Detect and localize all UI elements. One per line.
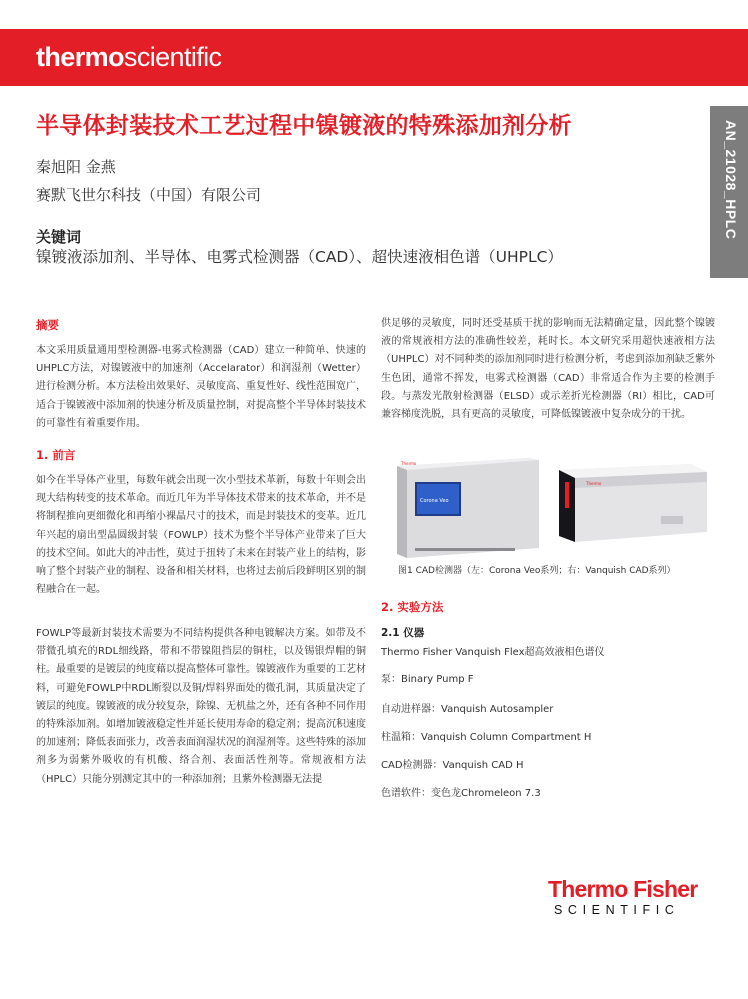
- svg-text:Thermo: Thermo: [586, 481, 602, 486]
- instrument-item: 色谱软件：变色龙Chromeleon 7.3: [381, 788, 541, 799]
- methods-heading: 2. 实验方法: [381, 600, 444, 614]
- abstract-heading: 摘要: [36, 318, 59, 332]
- svg-text:Corona Veo: Corona Veo: [420, 498, 449, 504]
- authors: 秦旭阳 金燕: [36, 158, 116, 176]
- abstract-paragraph: 本文采用质量通用型检测器-电雾式检测器（CAD）建立一种简单、快速的UHPLC方法，对镍镀液中的加速剂（Accelarator）和润湿剂（Wetter）进行检测分析。本方法检出效果好、灵敏度高、重复性好、线性范围宽广，适合于镍镀液中添加剂的快速分析及质量控制，对提高整个半导体封装技术的可靠性有着重要作用。: [36, 345, 366, 429]
- instruments-subheading: 2.1 仪器: [381, 627, 425, 639]
- intro-paragraph-3: 供足够的灵敏度，同时还受基质干扰的影响而无法精确定量，因此整个镍镀液的常规液相方法的准确性较差，耗时长。本文研究采用超快速液相方法（UHPLC）对不同种类的添加剂同时进行检测分析，考虑到添加剂缺乏紫外生色团，通常不挥发，电雾式检测器（CAD）非常适合作为主要的检测手段。与蒸发光散射检测器（ELSD）或示差折光检测器（RI）相比，CAD可兼容梯度洗脱，具有更高的灵敏度，可降低镍镀液中复杂成分的干扰。: [381, 318, 715, 421]
- instrument-item: 泵：Binary Pump F: [381, 674, 474, 685]
- document-id-label: AN_21028_HPLC: [723, 120, 739, 240]
- intro-paragraph-2: FOWLP等最新封装技术需要为不同结构提供各种电镀解决方案。如带及不带微孔填充的RDL细线路，带和不带镍阻挡层的铜柱，以及锡银焊帽的铜柱。最重要的是镀层的纯度藉以提高整体可靠性。镍镀液作为重要的工艺材料，可避免FOWLP中RDL断裂以及铜/焊料界面处的微孔洞，其质量决定了镀层的纯度。镍镀液的成分较复杂，除镍、无机盐之外，还有各种不同作用的特殊添加剂。如增加镀液稳定性并延长使用寿命的稳定剂；提高沉积速度的加速剂；降低表面张力，改善表面润湿状况的润湿剂等。这些特殊的添加剂多为弱紫外吸收的有机酸、络合剂、表面活性剂等。常规液相方法（HPLC）只能分别测定其中的一种添加剂；且紫外检测器无法提: [36, 628, 366, 785]
- cad-detector-photo: [381, 452, 715, 562]
- thermo-fisher-logo: Thermo Fisher SCIENTIFIC: [548, 876, 698, 917]
- instrument-item: CAD检测器：Vanquish CAD H: [381, 760, 524, 771]
- svg-text:Thermo: Thermo: [401, 461, 417, 466]
- corona-veo-detector: [397, 458, 539, 558]
- intro-paragraph-1: 如今在半导体产业里，每数年就会出现一次小型技术革新，每数十年则会出现大结构转变的技术革命。而近几年为半导体技术带来的技术革命，并不是将制程推向更细微化和再缩小裸晶尺寸的技术，而是封装技术的变革。近几年兴起的扇出型晶圆级封装（FOWLP）技术为整个半导体产业带来了巨大的技术空间。如此大的冲击性，莫过于扭转了未来在封装产业上的结构，影响了整个封装产业的制程、设备和相关材料，也将过去前后段鲜明区别的制程融合在一起。: [36, 475, 366, 596]
- instrument-item: 柱温箱：Vanquish Column Compartment H: [381, 732, 592, 743]
- company: 赛默飞世尔科技（中国）有限公司: [36, 186, 262, 204]
- instrument-item: 自动进样器：Vanquish Autosampler: [381, 704, 554, 715]
- keywords-heading: 关键词: [36, 228, 82, 246]
- instrument-item: Thermo Fisher Vanquish Flex超高效液相色谱仪: [381, 647, 605, 658]
- vanquish-cad-detector: [559, 464, 707, 542]
- keywords-text: 镍镀液添加剂、半导体、电雾式检测器（CAD）、超快速液相色谱（UHPLC）: [36, 248, 563, 266]
- figure-caption: 图1 CAD检测器（左：Corona Veo系列；右：Vanquish CAD系列）: [398, 566, 676, 576]
- thermo-scientific-logo: thermoscientific: [36, 42, 222, 72]
- intro-heading: 1. 前言: [36, 448, 76, 462]
- page-title: 半导体封装技术工艺过程中镍镀液的特殊添加剂分析: [36, 113, 572, 139]
